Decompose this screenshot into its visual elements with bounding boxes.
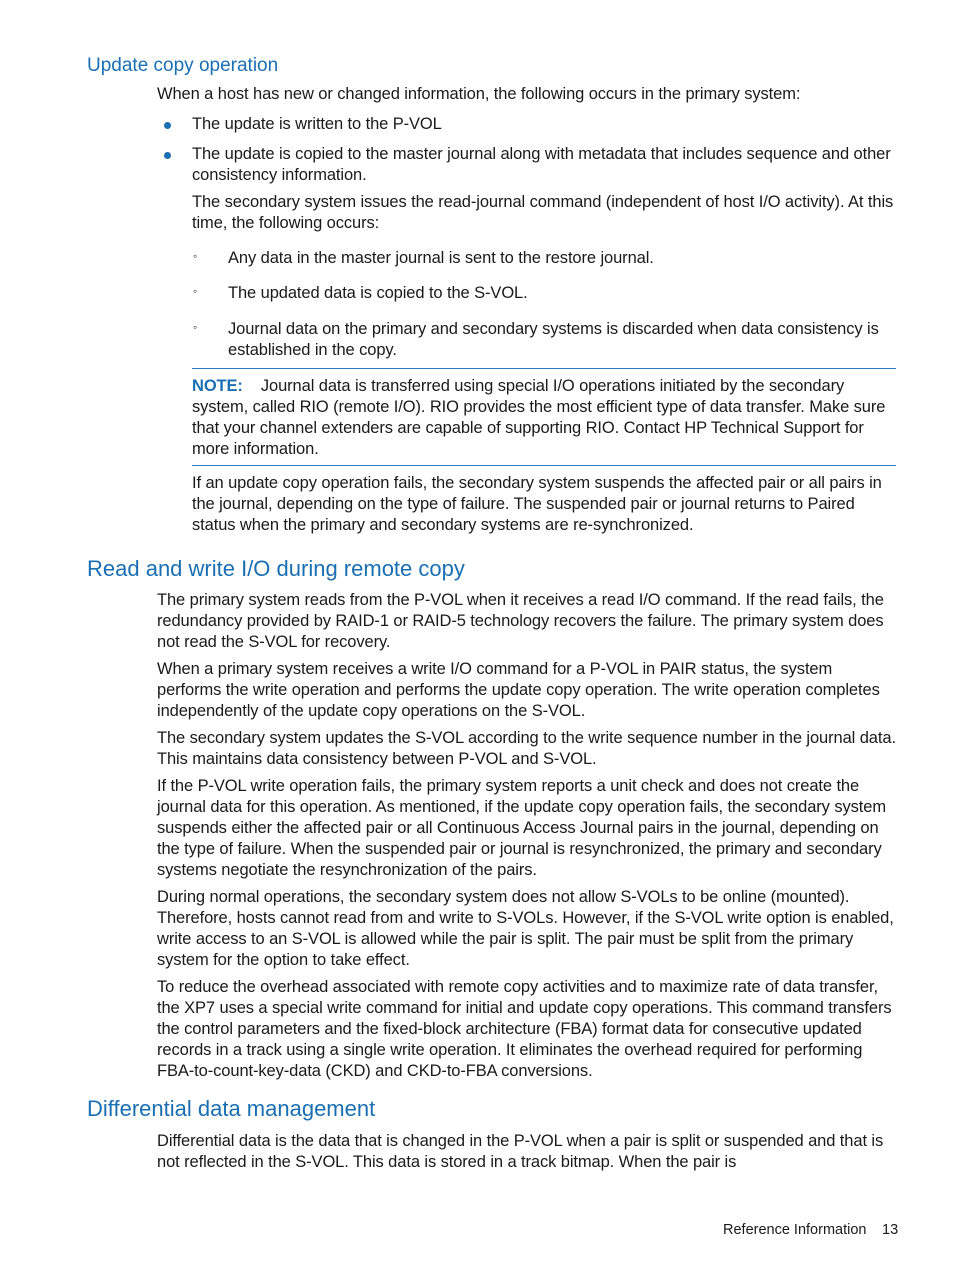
update-copy-intro: When a host has new or changed information, the following occurs in the primary system: [157,85,801,103]
update-failure-paragraph: If an update copy operation fails, the secondary system suspends the affected pair or all pairs in the journal, depending on the type of failure. The suspended pair or journal returns to Paired status when the primary and secondary systems are re-synchronized. [192,474,882,534]
read-write-paragraph: When a primary system receives a write I/O command for a P-VOL in PAIR status, the system performs the write operation and performs the update copy operation. The write operation completes independently of the update copy operations on the S-VOL. [157,660,880,720]
heading-read-write-io: Read and write I/O during remote copy [87,556,465,581]
note-bottom-divider [192,465,896,466]
bullet-item: The update is written to the P-VOL [192,115,442,133]
note-label: NOTE: [192,377,243,395]
sub-bullet-icon: ◦ [193,249,198,263]
note-top-divider [192,368,896,369]
bullet-item: The update is copied to the master journal along with metadata that includes sequence and other consistency information. [192,145,891,184]
read-write-paragraph: If the P-VOL write operation fails, the primary system reports a unit check and does not create the journal data for this operation. As mentioned, if the update copy operation fails, the secondary system suspends either the affected pair or all Continuous Access Journal pairs in the journal, depending on the type of failure. When the suspended pair or journal is resynchronized, the primary and secondary systems negotiate the resynchronization of the pairs. [157,777,886,879]
read-write-paragraph: To reduce the overhead associated with remote copy activities and to maximize rate of data transfer, the XP7 uses a special write command for initial and update copy operations. This command transfers the control parameters and the fixed-block architecture (FBA) format data for consecutive updated records in a track using a single write operation. It eliminates the overhead required for performing FBA-to-count-key-data (CKD) and CKD-to-FBA conversions. [157,978,892,1080]
read-write-paragraph: The primary system reads from the P-VOL when it receives a read I/O command. If the read fails, the redundancy provided by RAID-1 or RAID-5 technology recovers the failure. The primary system does not read the S-VOL for recovery. [157,591,884,651]
heading-update-copy-operation: Update copy operation [87,55,279,76]
differential-paragraph: Differential data is the data that is changed in the P-VOL when a pair is split or suspended and that is not reflected in the S-VOL. This data is stored in a track bitmap. When the pair is [157,1132,884,1171]
sub-bullet-icon: ◦ [193,284,198,298]
sub-list-item: Any data in the master journal is sent to the restore journal. [228,249,654,267]
footer-page-number: 13 [882,1222,899,1238]
sub-list-item: The updated data is copied to the S-VOL. [228,284,528,302]
note-block [192,376,897,460]
footer-section-title: Reference Information [723,1222,867,1238]
read-write-paragraph: The secondary system updates the S-VOL according to the write sequence number in the journal data. This maintains data consistency between P-VOL and S-VOL. [157,729,896,768]
bullet-dot-icon [164,152,171,159]
heading-differential-data: Differential data management [87,1096,376,1121]
sub-bullet-icon: ◦ [193,320,198,334]
sub-list-item: Journal data on the primary and secondary systems is discarded when data consistency is established in the copy. [228,320,879,359]
read-write-paragraph: During normal operations, the secondary system does not allow S-VOLs to be online (mounted). Therefore, hosts cannot read from and write to S-VOLs. However, if the S-VOL write option is enabled, write access to an S-VOL is allowed while the pair is split. The pair must be split from the primary system for the option to take effect. [157,888,894,969]
note-text: Journal data is transferred using special I/O operations initiated by the secondary system, called RIO (remote I/O). RIO provides the most efficient type of data transfer. Make sure that your channel extenders are capable of supporting RIO. Contact HP Technical Support for more information. [192,377,886,458]
bullet-dot-icon [164,122,171,129]
secondary-system-paragraph: The secondary system issues the read-journal command (independent of host I/O activity). At this time, the following occurs: [192,193,894,232]
